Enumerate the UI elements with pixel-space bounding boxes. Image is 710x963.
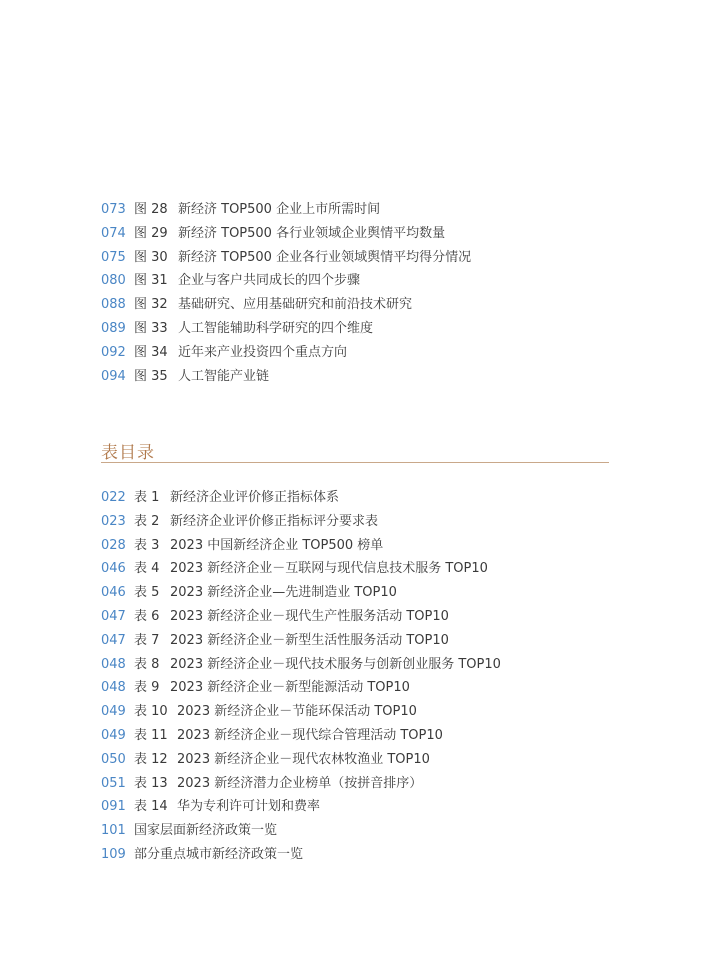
table-label: 表 14 [134, 799, 168, 815]
page-number: 075 [101, 249, 126, 265]
page-number: 094 [101, 368, 126, 384]
table-label: 表 1 [134, 490, 160, 505]
table-label: 表 8 [134, 656, 160, 672]
figure-label: 图 33 [134, 320, 168, 336]
page-number: 048 [101, 680, 126, 696]
table-label: 表 3 [134, 537, 160, 553]
figure-label: 图 30 [134, 249, 168, 265]
table-label: 表 5 [134, 585, 160, 601]
figure-label: 图 31 [134, 273, 168, 289]
table-title: 部分重点城市新经济政策一览 [134, 846, 304, 862]
table-label: 表 11 [134, 727, 168, 743]
table-entry[interactable] [101, 534, 501, 558]
figure-title: 近年来产业投资四个重点方向 [178, 344, 348, 360]
table-title: 新经济企业评价修正指标评分要求表 [170, 513, 379, 529]
page-number: 074 [101, 225, 126, 241]
figure-title: 人工智能产业链 [178, 368, 270, 384]
table-list-heading: 表目录 [101, 443, 155, 463]
table-title: 2023 新经济企业－节能环保活动 TOP10 [177, 704, 417, 720]
page-number: 047 [101, 632, 126, 648]
table-entry[interactable] [101, 486, 501, 510]
page-number: 101 [101, 823, 126, 839]
page-number: 092 [101, 344, 126, 360]
table-title: 2023 新经济企业－现代农林牧渔业 TOP10 [177, 751, 430, 767]
table-title: 2023 新经济企业－现代生产性服务活动 TOP10 [170, 608, 449, 624]
table-title: 新经济企业评价修正指标体系 [170, 490, 340, 505]
figure-entry[interactable] [101, 222, 471, 246]
table-title: 2023 新经济潜力企业榜单（按拼音排序） [177, 775, 423, 791]
page-number: 109 [101, 846, 126, 862]
figure-title: 企业与客户共同成长的四个步骤 [178, 273, 361, 289]
figure-title: 人工智能辅助科学研究的四个维度 [178, 320, 374, 336]
figure-label: 图 32 [134, 297, 168, 313]
page-number: 088 [101, 297, 126, 313]
table-entry[interactable] [101, 795, 501, 819]
figure-label: 图 28 [134, 202, 168, 217]
table-entry[interactable] [101, 676, 501, 700]
table-entry[interactable] [101, 748, 501, 772]
page-number: 050 [101, 751, 126, 767]
page-number: 023 [101, 513, 126, 529]
table-label: 表 9 [134, 680, 160, 696]
table-title: 2023 中国新经济企业 TOP500 榜单 [170, 537, 384, 553]
table-entry[interactable] [101, 819, 501, 843]
table-label: 表 6 [134, 608, 160, 624]
page-number: 051 [101, 775, 126, 791]
heading-divider [101, 462, 609, 463]
figure-title: 新经济 TOP500 各行业领域企业舆情平均数量 [178, 225, 446, 241]
table-entry[interactable] [101, 772, 501, 796]
table-title: 2023 新经济企业－新型生活性服务活动 TOP10 [170, 632, 449, 648]
table-entry[interactable] [101, 629, 501, 653]
figure-entry[interactable] [101, 317, 471, 341]
table-entry[interactable] [101, 557, 501, 581]
table-entry[interactable] [101, 724, 501, 748]
figure-entry[interactable] [101, 293, 471, 317]
table-title: 2023 新经济企业－现代综合管理活动 TOP10 [177, 727, 443, 743]
figure-entry[interactable] [101, 341, 471, 365]
table-title: 华为专利许可计划和费率 [177, 799, 321, 815]
figure-list [101, 198, 471, 388]
table-label: 表 10 [134, 704, 168, 720]
page-number: 046 [101, 585, 126, 601]
table-title: 2023 新经济企业－现代技术服务与创新创业服务 TOP10 [170, 656, 501, 672]
table-entry[interactable] [101, 581, 501, 605]
page-number: 049 [101, 727, 126, 743]
table-list [101, 486, 501, 867]
figure-label: 图 34 [134, 344, 168, 360]
table-title: 2023 新经济企业－新型能源活动 TOP10 [170, 680, 410, 696]
figure-title: 新经济 TOP500 企业上市所需时间 [178, 202, 381, 217]
figure-title: 基础研究、应用基础研究和前沿技术研究 [178, 297, 413, 313]
table-label: 表 2 [134, 513, 160, 529]
table-label: 表 12 [134, 751, 168, 767]
table-label: 表 13 [134, 775, 168, 791]
figure-entry[interactable] [101, 198, 471, 222]
table-label: 表 4 [134, 561, 160, 577]
table-entry[interactable] [101, 700, 501, 724]
page-number: 028 [101, 537, 126, 553]
page-number: 091 [101, 799, 126, 815]
figure-label: 图 35 [134, 368, 168, 384]
table-title: 国家层面新经济政策一览 [134, 823, 278, 839]
page-number: 047 [101, 608, 126, 624]
table-title: 2023 新经济企业—先进制造业 TOP10 [170, 585, 397, 601]
figure-entry[interactable] [101, 365, 471, 389]
table-label: 表 7 [134, 632, 160, 648]
figure-title: 新经济 TOP500 企业各行业领域舆情平均得分情况 [178, 249, 472, 265]
page-number: 046 [101, 561, 126, 577]
page-number: 080 [101, 273, 126, 289]
figure-label: 图 29 [134, 225, 168, 241]
table-entry[interactable] [101, 843, 501, 867]
table-entry[interactable] [101, 653, 501, 677]
page-number: 049 [101, 704, 126, 720]
figure-entry[interactable] [101, 269, 471, 293]
figure-entry[interactable] [101, 246, 471, 270]
table-title: 2023 新经济企业－互联网与现代信息技术服务 TOP10 [170, 561, 488, 577]
page-number: 022 [101, 490, 126, 505]
table-entry[interactable] [101, 605, 501, 629]
table-entry[interactable] [101, 510, 501, 534]
page-number: 089 [101, 320, 126, 336]
page-number: 048 [101, 656, 126, 672]
page-number: 073 [101, 202, 126, 217]
